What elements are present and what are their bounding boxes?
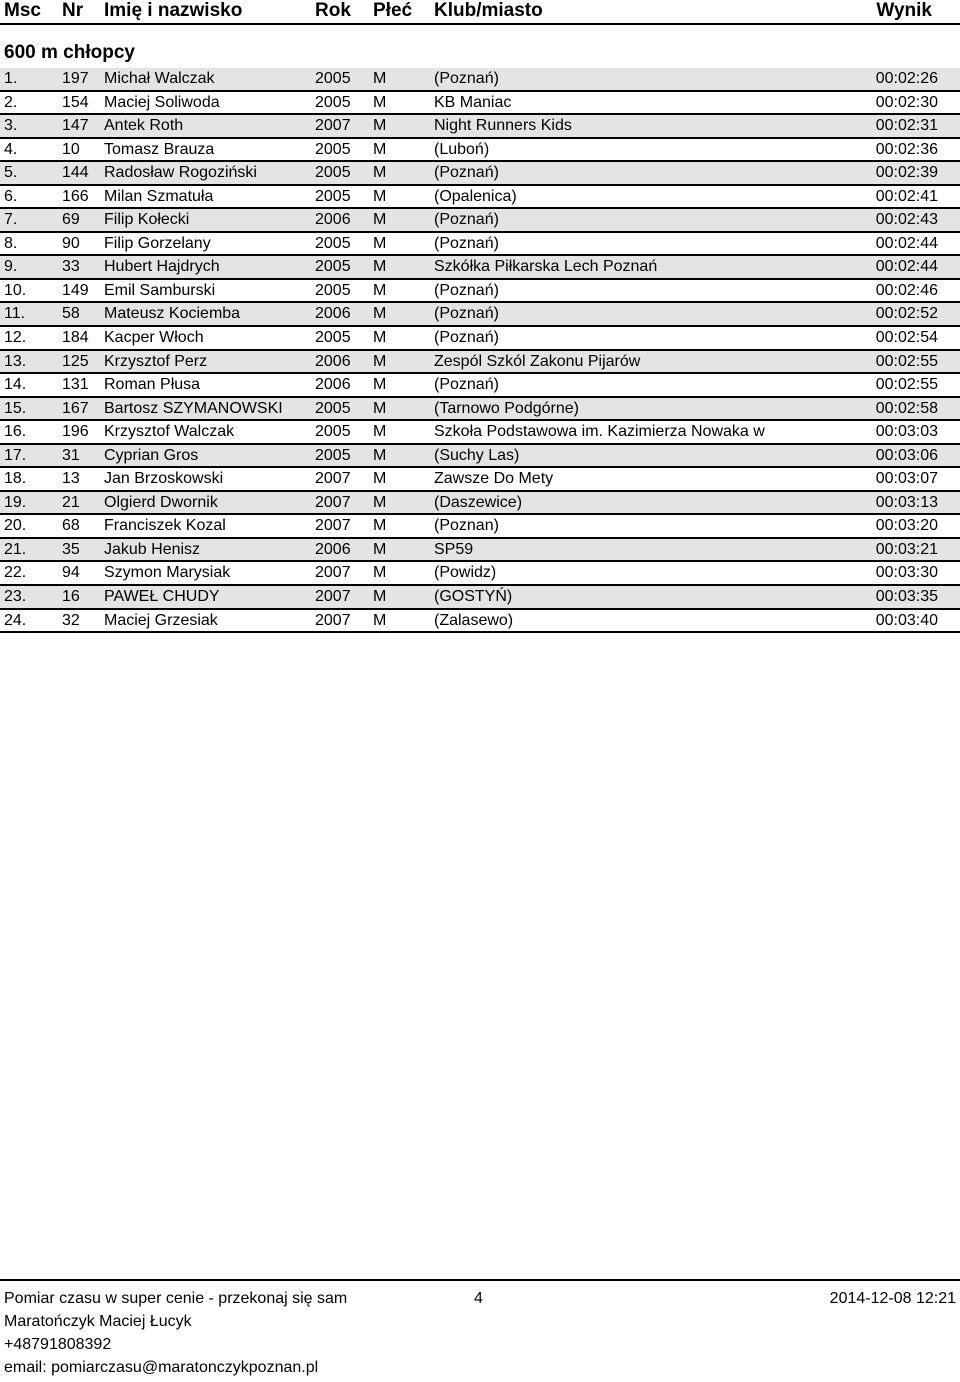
row-result-time: 00:02:55 xyxy=(875,376,938,394)
row-result-time: 00:02:31 xyxy=(875,117,938,135)
row-birth-year: 2007 xyxy=(315,470,351,488)
row-bib-number: 197 xyxy=(62,70,89,87)
row-bib-number: 69 xyxy=(62,211,80,229)
row-result-time: 00:03:13 xyxy=(875,493,938,511)
row-club: (Poznań) xyxy=(434,376,499,394)
header-name: Imię i nazwisko xyxy=(104,0,243,21)
row-place: 20. xyxy=(4,517,27,535)
row-bib-number: 154 xyxy=(62,93,89,111)
row-bib-number: 90 xyxy=(62,234,80,252)
row-bib-number: 33 xyxy=(62,258,80,276)
row-result-time: 00:03:07 xyxy=(875,470,938,488)
row-athlete-name: Tomasz Brauza xyxy=(104,140,215,158)
table-row xyxy=(0,586,960,610)
table-row xyxy=(0,233,960,257)
section-title: 600 m chłopcy xyxy=(4,42,135,63)
table-row xyxy=(0,515,960,539)
row-result-time: 00:03:40 xyxy=(875,611,938,629)
row-result-time: 00:03:35 xyxy=(875,588,938,606)
row-athlete-name: Radosław Rogoziński xyxy=(104,164,257,182)
table-row xyxy=(0,327,960,351)
row-bib-number: 32 xyxy=(62,611,80,629)
table-row xyxy=(0,162,960,186)
table-row xyxy=(0,139,960,163)
row-club: (GOSTYŃ) xyxy=(434,588,513,606)
table-row xyxy=(0,256,960,280)
header-sex: Płeć xyxy=(373,0,413,21)
row-sex: M xyxy=(373,446,387,464)
row-birth-year: 2007 xyxy=(315,517,351,535)
table-row xyxy=(0,92,960,116)
row-club: (Poznań) xyxy=(434,211,499,229)
footer-slogan: Pomiar czasu w super cenie - przekonaj się sam xyxy=(4,1290,348,1307)
row-place: 2. xyxy=(4,93,18,111)
row-sex: M xyxy=(373,423,387,441)
row-place: 17. xyxy=(4,446,27,464)
row-result-time: 00:03:30 xyxy=(875,564,938,582)
row-club: (Daszewice) xyxy=(434,493,523,511)
row-result-time: 00:02:30 xyxy=(875,93,938,111)
row-sex: M xyxy=(373,117,387,135)
row-club: (Zalasewo) xyxy=(434,611,514,629)
row-athlete-name: Filip Gorzelany xyxy=(104,234,211,252)
row-birth-year: 2007 xyxy=(315,611,351,629)
table-row xyxy=(0,492,960,516)
row-birth-year: 2005 xyxy=(315,164,351,182)
row-sex: M xyxy=(373,611,387,629)
row-athlete-name: Bartosz SZYMANOWSKI xyxy=(104,399,283,417)
row-bib-number: 68 xyxy=(62,517,80,535)
row-sex: M xyxy=(373,258,387,276)
row-birth-year: 2005 xyxy=(315,140,351,158)
row-result-time: 00:03:21 xyxy=(875,540,938,558)
row-result-time: 00:03:20 xyxy=(875,517,938,535)
row-club: (Poznań) xyxy=(434,329,499,347)
footer-email: email: pomiarczasu@maratonczykpoznan.pl xyxy=(4,1359,319,1376)
row-place: 7. xyxy=(4,211,18,229)
row-place: 22. xyxy=(4,564,27,582)
table-row xyxy=(0,398,960,422)
row-bib-number: 166 xyxy=(62,187,89,205)
row-athlete-name: Antek Roth xyxy=(104,117,184,135)
row-club: Szkoła Podstawowa im. Kazimierza Nowaka w xyxy=(434,423,765,441)
row-result-time: 00:02:55 xyxy=(875,352,938,370)
row-bib-number: 58 xyxy=(62,305,80,323)
row-sex: M xyxy=(373,588,387,606)
row-club: (Tarnowo Podgórne) xyxy=(434,399,579,417)
table-row xyxy=(0,115,960,139)
row-sex: M xyxy=(373,281,387,299)
row-place: 9. xyxy=(4,258,18,276)
row-athlete-name: PAWEŁ CHUDY xyxy=(104,588,220,606)
row-sex: M xyxy=(373,517,387,535)
row-sex: M xyxy=(373,164,387,182)
row-club: (Poznań) xyxy=(434,70,499,87)
row-bib-number: 196 xyxy=(62,423,89,441)
row-athlete-name: Mateusz Kociemba xyxy=(104,305,241,323)
row-club: SP59 xyxy=(434,540,474,558)
row-birth-year: 2007 xyxy=(315,117,351,135)
row-birth-year: 2005 xyxy=(315,234,351,252)
table-row xyxy=(0,280,960,304)
row-bib-number: 125 xyxy=(62,352,89,370)
row-athlete-name: Jan Brzoskowski xyxy=(104,470,224,488)
row-athlete-name: Franciszek Kozal xyxy=(104,517,226,535)
row-place: 24. xyxy=(4,611,27,629)
row-result-time: 00:03:03 xyxy=(875,423,938,441)
row-athlete-name: Cyprian Gros xyxy=(104,446,199,464)
row-place: 12. xyxy=(4,329,27,347)
row-athlete-name: Milan Szmatuła xyxy=(104,187,214,205)
row-athlete-name: Maciej Grzesiak xyxy=(104,611,218,629)
row-birth-year: 2005 xyxy=(315,70,351,87)
row-result-time: 00:02:43 xyxy=(875,211,938,229)
table-row xyxy=(0,68,960,92)
table-row xyxy=(0,421,960,445)
row-club: (Powidz) xyxy=(434,564,497,582)
row-result-time: 00:02:46 xyxy=(875,281,938,299)
row-bib-number: 144 xyxy=(62,164,89,182)
row-athlete-name: Olgierd Dwornik xyxy=(104,493,218,511)
row-place: 4. xyxy=(4,140,18,158)
row-result-time: 00:02:54 xyxy=(875,329,938,347)
header-club: Klub/miasto xyxy=(434,0,543,21)
row-birth-year: 2007 xyxy=(315,588,351,606)
row-athlete-name: Roman Płusa xyxy=(104,376,201,394)
table-row xyxy=(0,539,960,563)
row-place: 19. xyxy=(4,493,27,511)
row-result-time: 00:02:52 xyxy=(875,305,938,323)
row-birth-year: 2007 xyxy=(315,493,351,511)
row-place: 5. xyxy=(4,164,18,182)
row-sex: M xyxy=(373,211,387,229)
table-row xyxy=(0,468,960,492)
row-club: (Poznań) xyxy=(434,281,499,299)
table-row xyxy=(0,562,960,586)
row-athlete-name: Michał Walczak xyxy=(104,70,215,87)
header-msc: Msc xyxy=(4,0,41,21)
row-place: 3. xyxy=(4,117,18,135)
row-birth-year: 2005 xyxy=(315,399,351,417)
row-bib-number: 31 xyxy=(62,446,80,464)
row-result-time: 00:02:36 xyxy=(875,140,938,158)
row-place: 23. xyxy=(4,588,27,606)
row-club: Szkółka Piłkarska Lech Poznań xyxy=(434,258,658,276)
row-sex: M xyxy=(373,70,387,87)
row-place: 16. xyxy=(4,423,27,441)
row-bib-number: 131 xyxy=(62,376,89,394)
footer-phone: +48791808392 xyxy=(4,1336,112,1353)
row-sex: M xyxy=(373,329,387,347)
row-result-time: 00:02:44 xyxy=(875,234,938,252)
row-birth-year: 2005 xyxy=(315,446,351,464)
row-result-time: 00:02:39 xyxy=(875,164,938,182)
row-bib-number: 147 xyxy=(62,117,89,135)
table-row xyxy=(0,445,960,469)
row-bib-number: 16 xyxy=(62,588,80,606)
row-result-time: 00:02:58 xyxy=(875,399,938,417)
row-place: 14. xyxy=(4,376,27,394)
row-result-time: 00:02:44 xyxy=(875,258,938,276)
row-bib-number: 21 xyxy=(62,493,80,511)
row-club: (Suchy Las) xyxy=(434,446,520,464)
row-club: Zawsze Do Mety xyxy=(434,470,554,488)
row-club: Zespól Szkól Zakonu Pijarów xyxy=(434,352,641,370)
row-sex: M xyxy=(373,399,387,417)
row-sex: M xyxy=(373,140,387,158)
footer-company: Maratończyk Maciej Łucyk xyxy=(4,1313,192,1330)
row-birth-year: 2006 xyxy=(315,211,351,229)
header-result: Wynik xyxy=(876,0,932,21)
row-place: 8. xyxy=(4,234,18,252)
header-divider xyxy=(0,23,960,25)
row-place: 18. xyxy=(4,470,27,488)
row-bib-number: 167 xyxy=(62,399,89,417)
row-birth-year: 2006 xyxy=(315,540,351,558)
row-athlete-name: Szymon Marysiak xyxy=(104,564,231,582)
row-birth-year: 2006 xyxy=(315,305,351,323)
row-birth-year: 2005 xyxy=(315,281,351,299)
row-birth-year: 2005 xyxy=(315,423,351,441)
row-place: 13. xyxy=(4,352,27,370)
row-sex: M xyxy=(373,352,387,370)
row-club: (Poznań) xyxy=(434,234,499,252)
table-row xyxy=(0,209,960,233)
row-club: (Poznań) xyxy=(434,305,499,323)
table-row xyxy=(0,610,960,634)
footer-divider xyxy=(0,1279,960,1281)
row-birth-year: 2005 xyxy=(315,93,351,111)
row-place: 1. xyxy=(4,70,18,87)
row-sex: M xyxy=(373,564,387,582)
row-place: 15. xyxy=(4,399,27,417)
results-table-body xyxy=(0,68,960,633)
row-athlete-name: Emil Samburski xyxy=(104,281,216,299)
row-club: KB Maniac xyxy=(434,93,512,111)
row-birth-year: 2005 xyxy=(315,187,351,205)
row-result-time: 00:02:26 xyxy=(875,70,938,87)
row-result-time: 00:02:41 xyxy=(875,187,938,205)
row-birth-year: 2005 xyxy=(315,258,351,276)
row-athlete-name: Kacper Włoch xyxy=(104,329,204,347)
row-place: 21. xyxy=(4,540,27,558)
row-bib-number: 35 xyxy=(62,540,80,558)
table-row xyxy=(0,374,960,398)
header-year: Rok xyxy=(315,0,351,21)
table-row xyxy=(0,186,960,210)
row-sex: M xyxy=(373,305,387,323)
row-birth-year: 2006 xyxy=(315,376,351,394)
header-nr: Nr xyxy=(62,0,84,21)
row-athlete-name: Krzysztof Perz xyxy=(104,352,208,370)
row-sex: M xyxy=(373,376,387,394)
row-club: (Poznań) xyxy=(434,164,499,182)
table-row xyxy=(0,303,960,327)
row-sex: M xyxy=(373,493,387,511)
row-club: (Luboń) xyxy=(434,140,490,158)
row-athlete-name: Filip Kołecki xyxy=(104,211,190,229)
row-athlete-name: Hubert Hajdrych xyxy=(104,258,220,276)
table-row xyxy=(0,351,960,375)
row-result-time: 00:03:06 xyxy=(875,446,938,464)
row-sex: M xyxy=(373,93,387,111)
row-place: 6. xyxy=(4,187,18,205)
row-club: Night Runners Kids xyxy=(434,117,572,135)
row-birth-year: 2006 xyxy=(315,352,351,370)
row-place: 10. xyxy=(4,281,27,299)
row-sex: M xyxy=(373,234,387,252)
row-sex: M xyxy=(373,540,387,558)
print-datetime: 2014-12-08 12:21 xyxy=(829,1290,956,1307)
row-sex: M xyxy=(373,187,387,205)
row-athlete-name: Jakub Henisz xyxy=(104,540,201,558)
row-athlete-name: Krzysztof Walczak xyxy=(104,423,235,441)
row-sex: M xyxy=(373,470,387,488)
row-bib-number: 10 xyxy=(62,140,80,158)
row-club: (Poznan) xyxy=(434,517,499,535)
page-number: 4 xyxy=(474,1290,483,1307)
row-bib-number: 149 xyxy=(62,281,89,299)
row-bib-number: 184 xyxy=(62,329,89,347)
row-bib-number: 94 xyxy=(62,564,80,582)
row-club: (Opalenica) xyxy=(434,187,517,205)
row-place: 11. xyxy=(4,305,26,323)
row-bib-number: 13 xyxy=(62,470,80,488)
row-athlete-name: Maciej Soliwoda xyxy=(104,93,220,111)
results-table-header xyxy=(0,0,960,22)
row-birth-year: 2005 xyxy=(315,329,351,347)
row-birth-year: 2007 xyxy=(315,564,351,582)
